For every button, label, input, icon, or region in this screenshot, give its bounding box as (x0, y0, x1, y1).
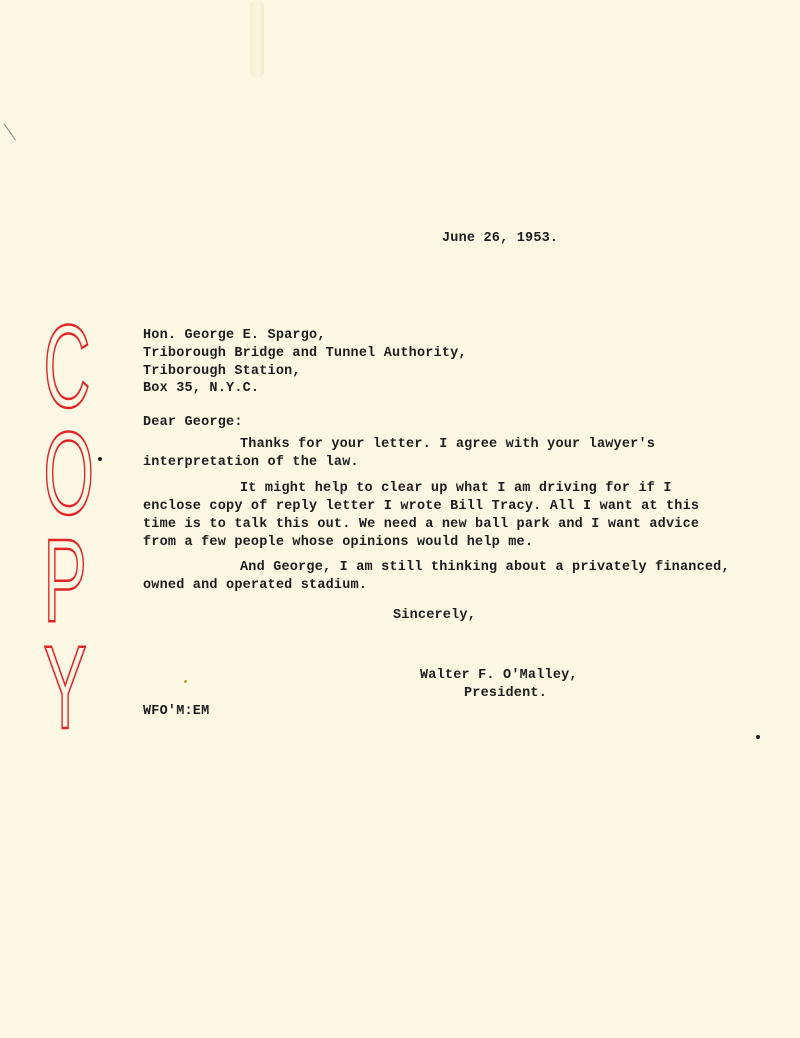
recipient-box: Box 35, N.Y.C. (143, 381, 260, 396)
body-paragraph-1-line: Thanks for your letter. I agree with your lawyer's (240, 437, 656, 452)
paper-fold-mark (250, 0, 264, 78)
paper-speck (756, 735, 760, 739)
body-paragraph-3-line: owned and operated stadium. (143, 578, 368, 593)
body-paragraph-2-line: from a few people whose opinions would help me. (143, 535, 534, 550)
paper-speck (98, 457, 102, 461)
reference-initials: WFO'M:EM (143, 704, 210, 719)
body-paragraph-1-line: interpretation of the law. (143, 455, 359, 470)
letter-date: June 26, 1953. (442, 231, 559, 246)
recipient-organization: Triborough Bridge and Tunnel Authority, (143, 346, 467, 361)
copy-stamp-letter: P (43, 515, 87, 647)
paper-scratch-mark (4, 116, 28, 141)
salutation: Dear George: (143, 415, 243, 430)
closing: Sincerely, (393, 608, 477, 623)
body-paragraph-2-line: enclose copy of reply letter I wrote Bill Tracy. All I want at this (143, 499, 700, 514)
paper-speck (184, 680, 187, 683)
recipient-name: Hon. George E. Spargo, (143, 328, 326, 343)
recipient-station: Triborough Station, (143, 364, 301, 379)
copy-stamp-letter: C (43, 301, 91, 433)
body-paragraph-3-line: And George, I am still thinking about a privately financed, (240, 560, 730, 575)
copy-stamp-letter: O (43, 408, 94, 540)
copy-stamp-letter: Y (43, 622, 87, 754)
copy-stamp (30, 301, 94, 754)
signature-name: Walter F. O'Malley, (420, 668, 578, 683)
body-paragraph-2-line: It might help to clear up what I am driving for if I (240, 481, 672, 496)
body-paragraph-2-line: time is to talk this out. We need a new ball park and I want advice (143, 517, 700, 532)
signature-title: President. (464, 686, 548, 701)
